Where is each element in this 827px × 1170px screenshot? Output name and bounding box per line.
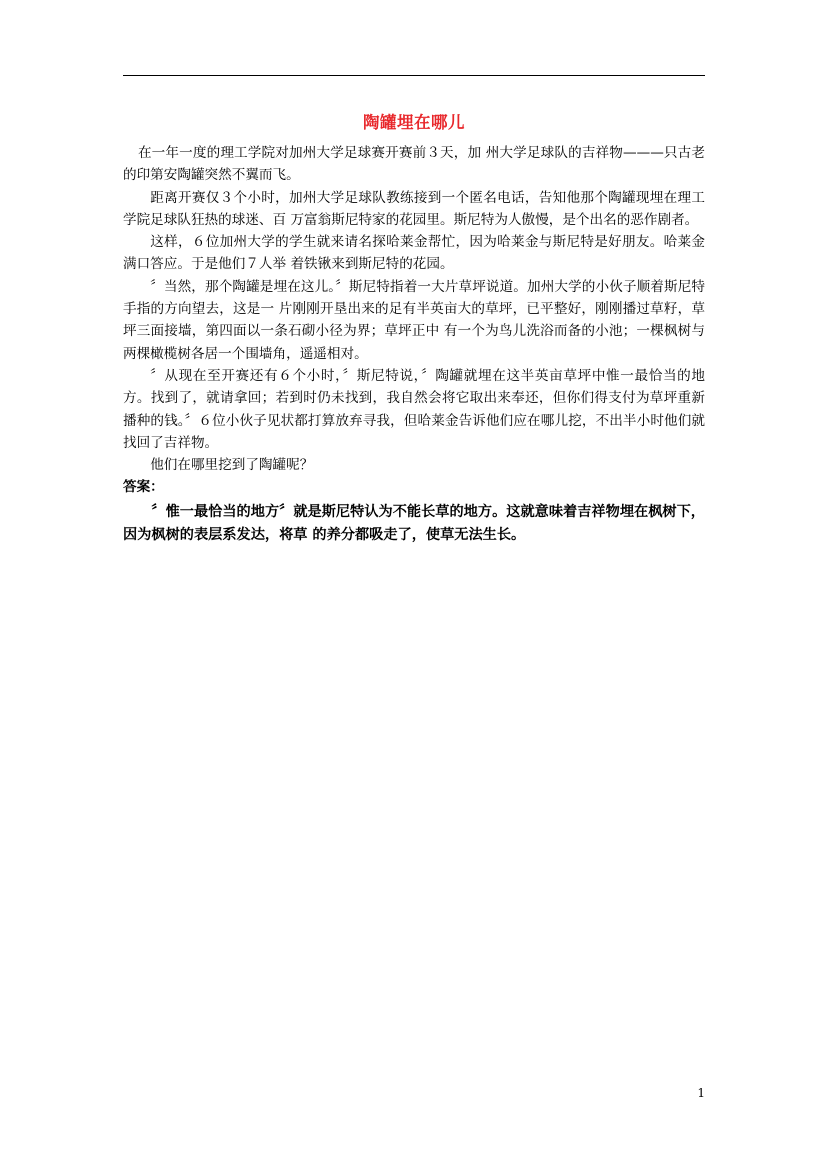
document-title: 陶罐埋在哪儿 <box>363 113 465 132</box>
story-text <box>123 142 705 476</box>
answer-label: 答案： <box>123 479 164 496</box>
question-paragraph: 他们在哪里挖到了陶罐呢？ <box>150 457 314 474</box>
paragraph-5: 〞从现在至开赛还有６个小时，〞斯尼特说，〞陶罐就埋在这半英亩草坪中惟一最恰当的地方。找到了，就请拿回；若到时仍未找到，我自然会将它取出来奉还，但你们得支付为草坪重新播种的钱。〞６位小伙子见状都打算放弃寻我，但哈莱金告诉他们应在哪儿挖，不出半小时他们就找回了吉祥物。 <box>123 367 705 451</box>
paragraph-4: 〞当然，那个陶罐是埋在这儿。〞斯尼特指着一大片草坪说道。加州大学的小伙子顺着斯尼特手指的方向望去，这是一 片刚刚开垦出来的足有半英亩大的草坪，已平整好，刚刚播过草籽，草坪三面接墙，第四面以一条石砌小径为界；草坪正中 有一个为鸟儿洗浴而备的小池；一棵枫树与两棵橄榄树各居一个围墙角，遥遥相对。 <box>123 278 705 362</box>
paragraph-3: 这样，６位加州大学的学生就来请名探哈莱金帮忙，因为哈莱金与斯尼特是好朋友。哈莱金满口答应。于是他们７人举 着铁锹来到斯尼特的花园。 <box>123 234 705 273</box>
paragraph-1: 在一年一度的理工学院对加州大学足球赛开赛前３天，加 州大学足球队的吉祥物———只古老的印第安陶罐突然不翼而飞。 <box>123 145 705 184</box>
answer-text: 〞惟一最恰当的地方〞就是斯尼特认为不能长草的地方。这就意味着吉祥物埋在枫树下，因为枫树的表层系发达，将草 的养分都吸走了，使草无法生长。 <box>123 503 705 544</box>
page-number: 1 <box>697 1086 705 1100</box>
header-rule <box>123 75 705 76</box>
document-body <box>123 112 705 548</box>
paragraph-2: 距离开赛仅３个小时，加州大学足球队教练接到一个匿名电话，告知他那个陶罐现埋在理工学院足球队狂热的球迷、百 万富翁斯尼特家的花园里。斯尼特为人傲慢，是个出名的恶作剧者。 <box>123 189 705 228</box>
